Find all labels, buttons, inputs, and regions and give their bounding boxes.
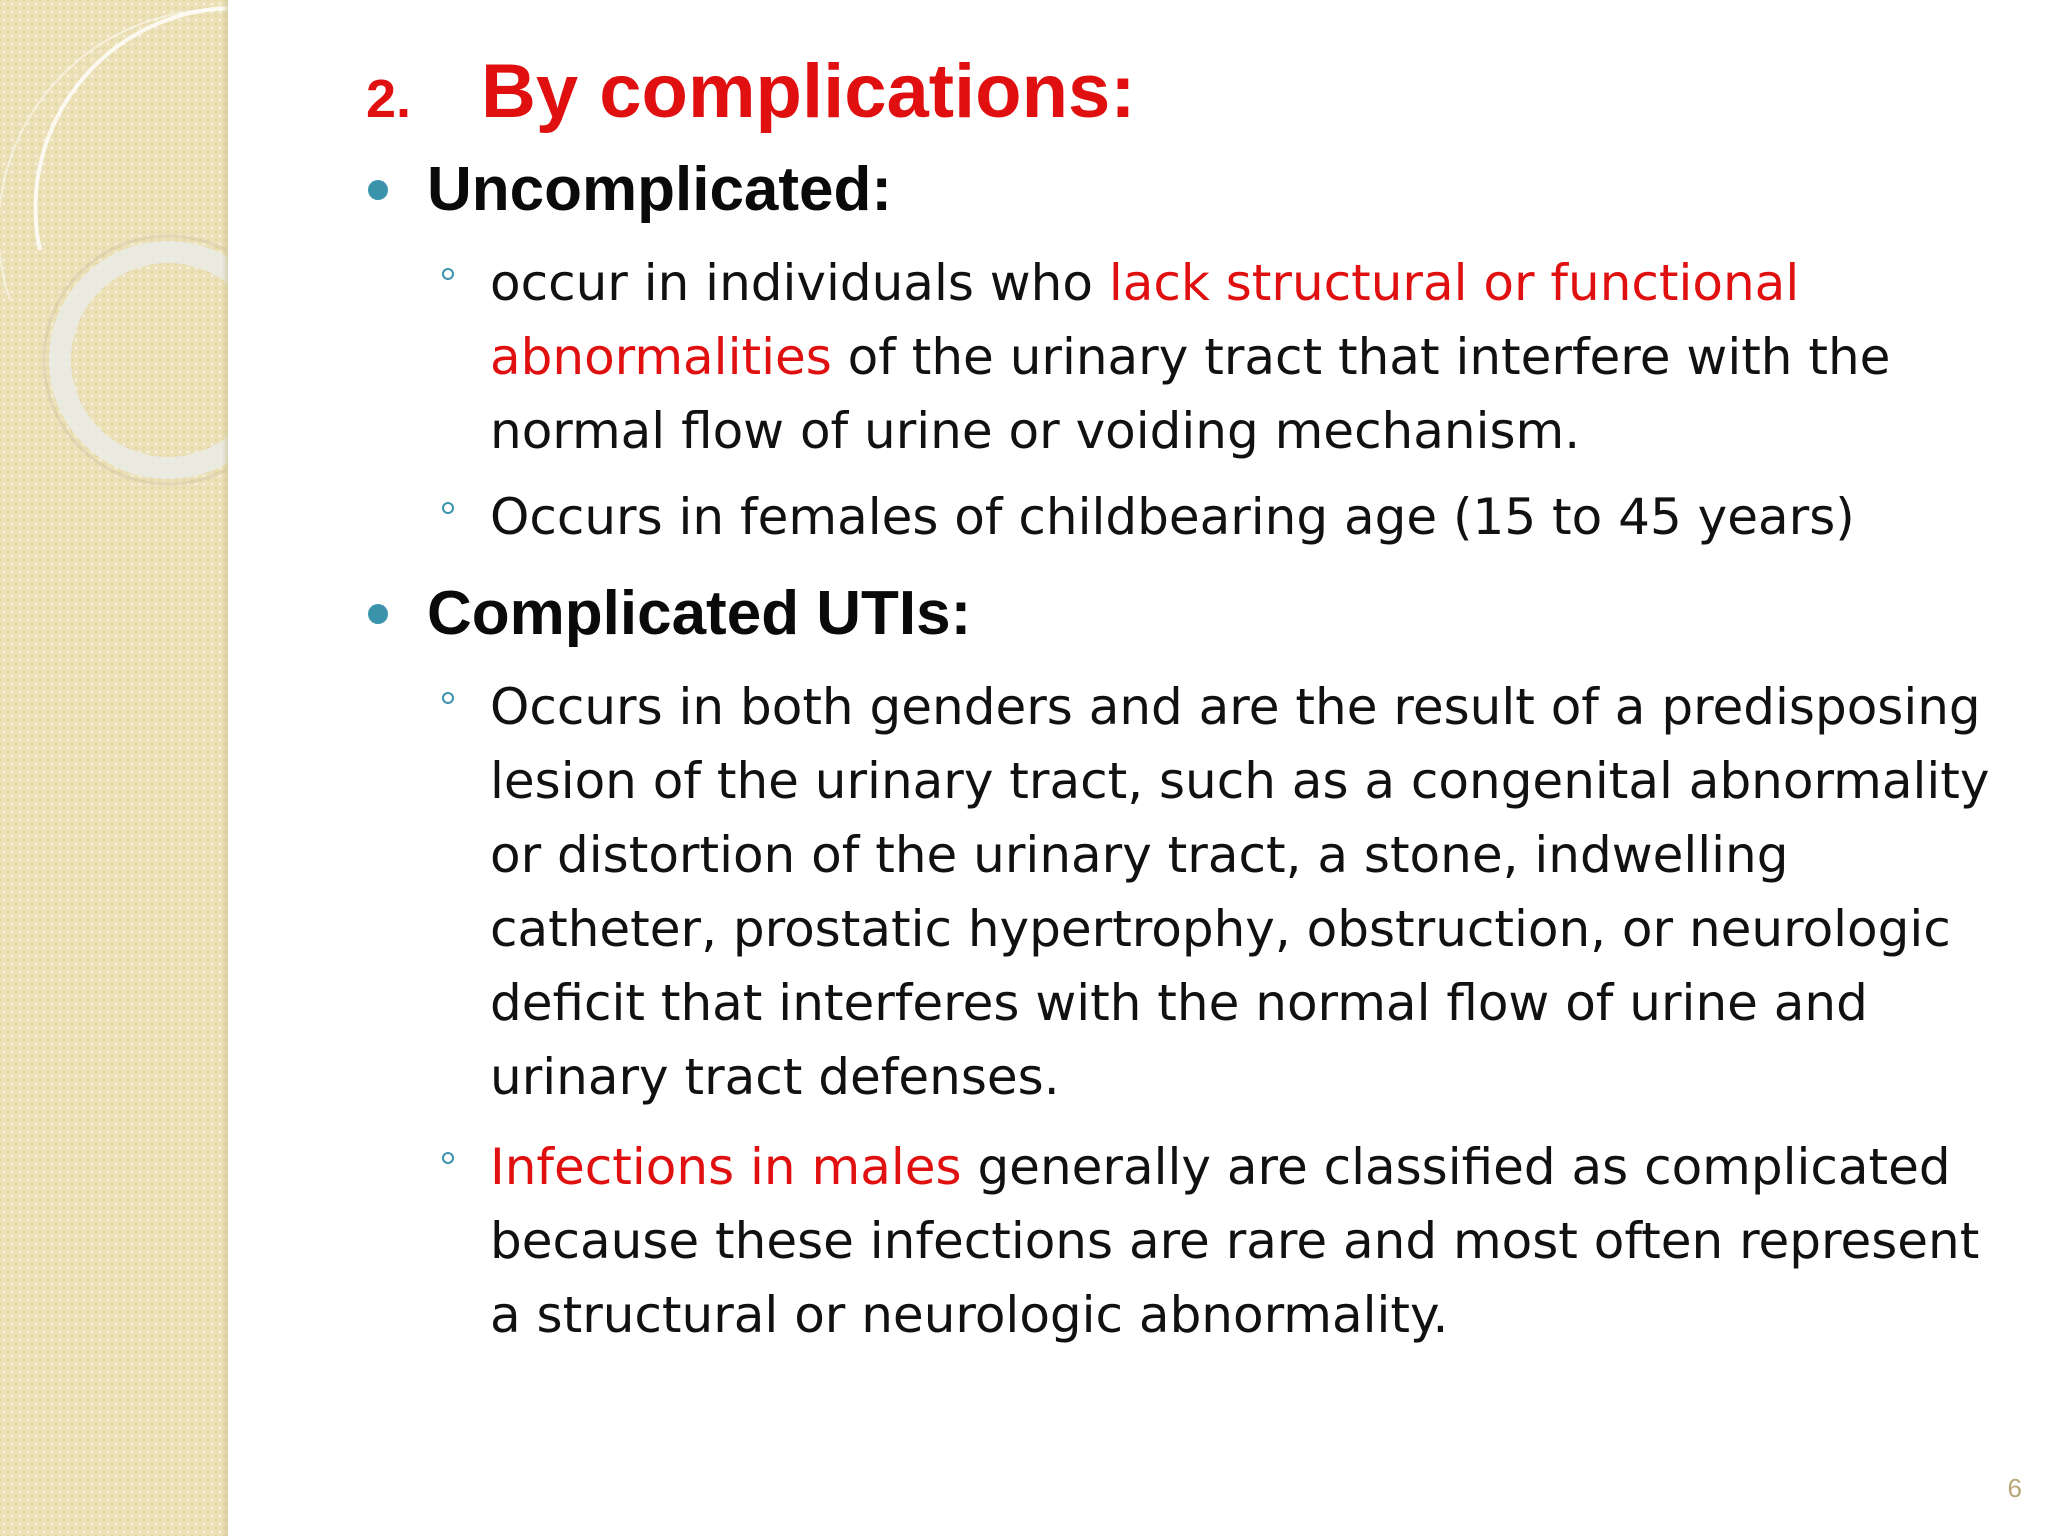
slide-title	[366, 48, 1136, 138]
title-text: By complications:	[481, 49, 1136, 134]
section-heading: Complicated UTIs:	[427, 579, 972, 648]
list-item	[490, 1130, 2020, 1352]
list-item-text	[490, 246, 2020, 468]
bullet-dot-icon	[368, 180, 388, 200]
highlight-text: lack structural or functional abnormalities	[490, 254, 1800, 386]
text-segment: generally are classified as complicated because these infections are rare and most often represent a structural or neurologic abnormality.	[490, 1138, 1980, 1344]
sub-bullet-ring-icon	[442, 268, 454, 280]
section-heading: Uncomplicated:	[427, 155, 893, 224]
title-number: 2.	[366, 69, 412, 129]
sub-bullet-ring-icon	[442, 692, 454, 704]
section-uncomplicated	[360, 148, 2020, 232]
list-item-text: Occurs in females of childbearing age (15 to 45 years)	[490, 488, 1855, 546]
highlight-text: Infections in males	[490, 1138, 962, 1196]
slide-body	[360, 148, 2020, 1364]
section-complicated	[360, 572, 2020, 656]
list-item	[490, 480, 2020, 554]
page-number: 6	[2007, 1473, 2022, 1503]
list-item	[490, 670, 2020, 1114]
list-item-text: Occurs in both genders and are the result of a predisposing lesion of the urinary tract, such as a congenital abnormality or distortion of the urinary tract, a stone, indwelling catheter, prostatic hypertrophy, obstruction, or neurologic deficit that interferes with the normal flow of urine and urinary tract defenses.	[490, 678, 1990, 1106]
list-item	[490, 246, 2020, 468]
decorative-circles	[0, 0, 228, 1536]
sub-bullet-ring-icon	[442, 502, 454, 514]
text-segment: of the urinary tract that interfere with the normal flow of urine or voiding mechanism.	[490, 328, 1891, 460]
text-segment: occur in individuals who	[490, 254, 1109, 312]
decorative-side-band	[0, 0, 228, 1536]
list-item-text	[490, 1130, 2020, 1352]
bullet-dot-icon	[368, 604, 388, 624]
sub-bullet-ring-icon	[442, 1152, 454, 1164]
